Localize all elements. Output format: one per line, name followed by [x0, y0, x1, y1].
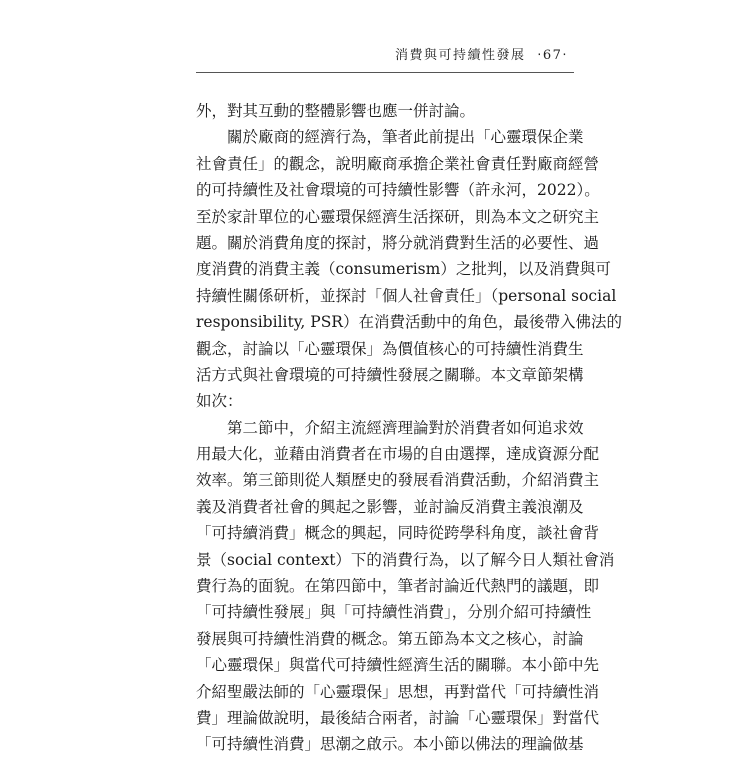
text-line: 用最大化，並藉由消費者在市場的自由選擇，達成資源分配 — [196, 445, 600, 464]
text-line: 度消費的消費主義（consumerism）之批判，以及消費與可 — [196, 260, 611, 279]
page-number: ‧67‧ — [537, 48, 568, 63]
text-line: responsibility, PSR）在消費活動中的角色，最後帶入佛法的 — [196, 313, 622, 332]
running-header-title: 消費與可持續性發展 — [395, 48, 526, 63]
text-line: 第二節中，介紹主流經濟理論對於消費者如何追求效 — [227, 418, 584, 437]
text-line: 社會責任」的觀念，說明廠商承擔企業社會責任對廠商經營 — [196, 154, 600, 173]
text-line: 介紹聖嚴法師的「心靈環保」思想，再對當代「可持續性消 — [196, 682, 600, 701]
text-line: 「可持續消費」概念的興起，同時從跨學科角度，談社會背 — [196, 524, 600, 543]
text-line: 持續性關係研析，並探討「個人社會責任」（personal social — [196, 286, 617, 305]
text-line: 費」理論做說明，最後結合兩者，討論「心靈環保」對當代 — [196, 708, 600, 727]
text-line: 「可持續性發展」與「可持續性消費」，分別介紹可持續性 — [196, 603, 592, 622]
running-header — [395, 44, 568, 63]
text-line: 外，對其互動的整體影響也應一併討論。 — [196, 102, 476, 120]
text-line: 「心靈環保」與當代可持續性經濟生活的關聯。本小節中先 — [196, 656, 600, 675]
text-line: 如次： — [196, 392, 243, 411]
text-line: 關於廠商的經濟行為，筆者此前提出「心靈環保企業 — [227, 128, 584, 147]
text-line: 「可持續性消費」思潮之啟示。本小節以佛法的理論做基 — [196, 735, 584, 754]
text-line: 景（social context）下的消費行為，以了解今日人類社會消 — [196, 550, 615, 569]
text-line: 題。關於消費角度的探討，將分就消費對生活的必要性、過 — [196, 233, 600, 252]
body-text — [196, 98, 622, 758]
text-line: 至於家計單位的心靈環保經濟生活探研，則為本文之研究主 — [196, 207, 600, 226]
text-line: 發展與可持續性消費的概念。第五節為本文之核心，討論 — [196, 629, 584, 648]
text-line: 活方式與社會環境的可持續性發展之關聯。本文章節架構 — [196, 365, 584, 384]
text-line: 費行為的面貌。在第四節中，筆者討論近代熱門的議題，即 — [196, 577, 600, 596]
text-line: 義及消費者社會的興起之影響，並討論反消費主義浪潮及 — [196, 497, 584, 516]
text-line: 效率。第三節則從人類歷史的發展看消費活動，介紹消費主 — [196, 471, 600, 490]
header-rule — [196, 72, 574, 73]
text-line: 觀念，討論以「心靈環保」為價值核心的可持續性消費生 — [196, 339, 584, 358]
text-line: 的可持續性及社會環境的可持續性影響（許永河，2022）。 — [196, 181, 600, 200]
